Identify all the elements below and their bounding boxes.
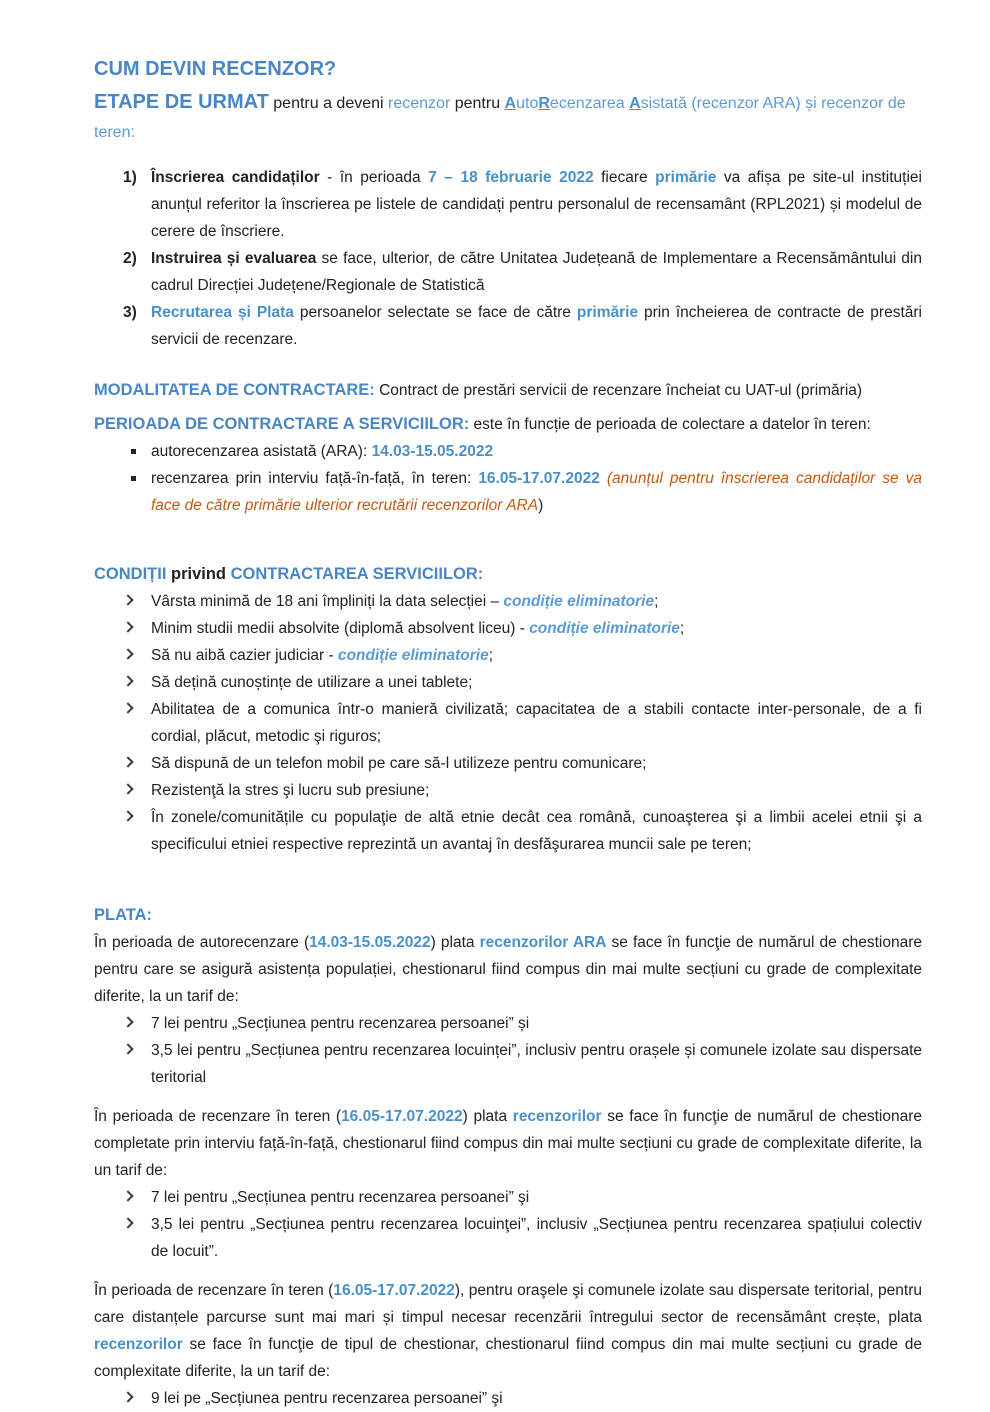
condition-item <box>94 804 922 858</box>
text-run: condiție eliminatorie <box>503 593 655 610</box>
doc-subtitle <box>94 88 922 147</box>
text-run: MODALITATEA DE CONTRACTARE: <box>94 381 375 399</box>
text-run: se face, ulterior, de către Unitatea Județeană de Implementare a Recensământului din cadrul Direcției Județene/Regionale de Statistică <box>151 250 922 294</box>
contracting-method <box>94 377 922 404</box>
text-run: pentru <box>450 95 505 112</box>
step-item <box>94 299 922 353</box>
payment-para-field <box>94 1103 922 1184</box>
text-run: ), pentru oraşele şi comunele izolate sau dispersate teritorial, pentru care distanțele parcurse sunt mai mari și timpul necesar recenzării întregului sector de recensământ crește, plata <box>94 1282 922 1326</box>
contracting-period <box>94 411 922 438</box>
step-item <box>94 245 922 299</box>
text-run: Abilitatea de a comunica într-o manieră civilizată; capacitatea de a stabili contacte inter-personale, de a fi cordial, plăcut, metodic şi riguros; <box>151 701 922 745</box>
item-text <box>151 1216 922 1260</box>
text-run: PERIOADA DE CONTRACTARE A SERVICIILOR: <box>94 415 470 433</box>
text-run: prin încheierea de contracte de prestări servicii de recenzare. <box>151 304 922 348</box>
arrow-bullet-icon <box>122 1190 133 1201</box>
tariff-list-field <box>94 1184 922 1265</box>
text-run: ) plata <box>462 1108 513 1125</box>
text-run: sistată (recenzor ARA) și recenzor de teren: <box>94 95 906 141</box>
arrow-bullet-icon <box>122 621 133 632</box>
text-run: 7 lei pentru „Secțiunea pentru recenzarea persoanei” şi <box>151 1189 530 1206</box>
text-run: CUM DEVIN RECENZOR? <box>94 58 337 80</box>
condition-item <box>94 750 922 777</box>
tariff-list-ara <box>94 1010 922 1091</box>
period-item <box>94 438 922 465</box>
arrow-bullet-icon <box>122 1016 133 1027</box>
conditions-list <box>94 588 922 858</box>
arrow-bullet-icon <box>122 594 133 605</box>
item-text <box>151 755 646 772</box>
conditions-heading <box>94 561 922 588</box>
text-run: 3,5 lei pentru „Secțiunea pentru recenzarea locuinţei”, inclusiv „Secțiunea pentru recenzarea spațiului colectiv de locuit”. <box>151 1216 922 1260</box>
text-run: se face în funcţie de numărul de chestionare completate prin interviu față-în-față, chestionarul fiind compus din mai multe secțiuni cu grade de complexitate diferite, la un tarif de: <box>94 1108 923 1179</box>
text-run: ; <box>488 647 494 664</box>
text-run: 16.05-17.07.2022 <box>478 470 600 487</box>
text-run: Să dispună de un telefon mobil pe care să-l utilizeze pentru comunicare; <box>151 755 647 772</box>
tariff-item <box>94 1184 922 1211</box>
tariff-list-remote <box>94 1385 922 1412</box>
text-run: Recrutarea și Plata <box>151 304 294 321</box>
arrow-bullet-icon <box>122 783 133 794</box>
tariff-item <box>94 1010 922 1037</box>
arrow-bullet-icon <box>122 1217 133 1228</box>
text-run: Vârsta minimă de 18 ani împliniți la data selecției – <box>151 593 504 610</box>
arrow-bullet-icon <box>122 675 133 686</box>
square-bullet-icon <box>131 476 136 481</box>
text-run: Să dețină cunoștințe de utilizare a unei tablete; <box>151 674 473 691</box>
period-list <box>94 438 922 519</box>
period-item <box>94 465 922 519</box>
condition-item <box>94 696 922 750</box>
item-text <box>151 1390 503 1407</box>
arrow-bullet-icon <box>122 702 133 713</box>
condition-item <box>94 588 922 615</box>
text-run: condiție eliminatorie <box>529 620 680 637</box>
condition-item <box>94 642 922 669</box>
text-run: recenzorilor ARA <box>479 934 607 951</box>
arrow-bullet-icon <box>122 1043 133 1054</box>
text-run: este în funcție de perioada de colectare a datelor în teren: <box>469 416 871 433</box>
text-run: ; <box>679 620 685 637</box>
doc-title <box>94 56 922 84</box>
item-text <box>151 674 472 691</box>
item-text <box>151 593 658 610</box>
step-item <box>94 164 922 245</box>
text-run: Minim studii medii absolvite (diplomă absolvent liceu) - <box>151 620 530 637</box>
text-run: fiecare <box>593 169 656 186</box>
text-run: Instruirea și evaluarea <box>151 250 317 267</box>
text-run: ; <box>654 593 659 610</box>
text-run: 16.05-17.07.2022 <box>341 1108 463 1125</box>
item-text <box>151 250 922 294</box>
text-run: privind <box>171 565 231 583</box>
text-run: 14.03-15.05.2022 <box>309 934 431 951</box>
text-run: recenzorilor <box>94 1336 183 1353</box>
text-run: 7 lei pentru „Secțiunea pentru recenzarea persoanei” și <box>151 1015 530 1032</box>
text-run: A <box>629 95 641 112</box>
text-run: A <box>504 95 517 112</box>
text-run: pentru a deveni <box>268 95 389 112</box>
condition-item <box>94 615 922 642</box>
item-text <box>151 1189 529 1206</box>
text-run: În perioada de recenzare în teren ( <box>94 1282 334 1299</box>
tariff-item <box>94 1211 922 1265</box>
text-run: PLATA: <box>94 906 153 924</box>
text-run: recenzor <box>388 95 451 112</box>
steps-list <box>94 164 922 353</box>
text-run: CONTRACTAREA SERVICIILOR: <box>230 565 484 583</box>
text-run <box>600 470 607 487</box>
text-run: autorecenzarea asistată (ARA): <box>151 443 372 460</box>
item-text <box>151 169 922 240</box>
text-run: Rezistenţă la stres şi lucru sub presiune; <box>151 782 430 799</box>
text-run: (anunțul pentru înscrierea candidaților se va face de către primărie ulterior recrutării recenzorilor ARA <box>151 470 923 514</box>
condition-item <box>94 777 922 804</box>
text-run: recenzarea prin interviu față-în-față, în teren: <box>151 470 479 487</box>
item-text <box>151 470 922 514</box>
item-number: 3) <box>123 304 137 321</box>
payment-para-ara <box>94 929 922 1010</box>
text-run: ) plata <box>430 934 480 951</box>
text-run: În perioada de recenzare în teren ( <box>94 1108 342 1125</box>
text-run: recenzorilor <box>512 1108 602 1125</box>
item-text <box>151 304 922 348</box>
text-run: ) <box>538 497 544 514</box>
text-run: 7 – 18 februarie 2022 <box>428 169 594 186</box>
text-run: 3,5 lei pentru „Secțiunea pentru recenzarea locuinței”, inclusiv pentru orașele și comunele izolate sau dispersate teritorial <box>151 1042 922 1086</box>
condition-item <box>94 669 922 696</box>
text-run: Contract de prestări servicii de recenzare încheiat cu UAT-ul (primăria) <box>374 382 863 399</box>
text-run: ETAPE DE URMAT <box>94 91 269 113</box>
text-run: În zonele/comunitățile cu populaţie de altă etnie decât cea română, cunoaşterea şi a limbii acelei etnii şi a specificului etniei respective reprezintă un avantaj în desfăşurarea muncii sale pe teren; <box>151 809 922 853</box>
arrow-bullet-icon <box>122 756 133 767</box>
tariff-item <box>94 1037 922 1091</box>
item-text <box>151 809 922 853</box>
item-number: 2) <box>123 250 137 267</box>
arrow-bullet-icon <box>122 1391 133 1402</box>
item-number: 1) <box>123 169 137 186</box>
text-run: uto <box>516 95 539 112</box>
text-run: va afișa pe site-ul instituției anunțul referitor la înscrierea pe listele de candidați pentru personalul de recensamânt (RPL2021) și modelul de cerere de înscriere. <box>151 169 922 240</box>
item-text <box>151 647 493 664</box>
payment-heading <box>94 902 922 929</box>
text-run: Înscrierea candidaților <box>151 169 320 186</box>
text-run: CONDIȚII <box>94 565 171 583</box>
arrow-bullet-icon <box>122 810 133 821</box>
text-run: R <box>538 95 550 112</box>
item-text <box>151 1042 922 1086</box>
text-run: 9 lei pe „Secțiunea pentru recenzarea persoanei” şi <box>151 1390 503 1407</box>
arrow-bullet-icon <box>122 648 133 659</box>
text-run: primărie <box>576 304 639 321</box>
payment-para-remote <box>94 1277 922 1385</box>
text-run: primărie <box>655 169 717 186</box>
item-text <box>151 443 493 460</box>
item-text <box>151 620 684 637</box>
item-text <box>151 701 922 745</box>
text-run: se face în funcţie de tipul de chestionar, chestionarul fiind compus din mai multe secțiuni cu grade de complexitate diferite, la un tarif de: <box>94 1336 922 1380</box>
text-run: - în perioada <box>319 169 429 186</box>
text-run: ecenzarea <box>549 95 630 112</box>
tariff-item <box>94 1385 922 1412</box>
item-text <box>151 1015 529 1032</box>
text-run: 14.03-15.05.2022 <box>371 443 494 460</box>
text-run: se face în funcţie de numărul de chestionare pentru care se asigură asistența populației, chestionarul fiind compus din mai multe secțiuni cu grade de complexitate diferite, la un tarif de: <box>94 934 922 1005</box>
text-run: condiție eliminatorie <box>337 647 489 664</box>
square-bullet-icon <box>131 449 136 454</box>
item-text <box>151 782 429 799</box>
text-run: persoanelor selectate se face de către <box>293 304 577 321</box>
text-run: 16.05-17.07.2022 <box>333 1282 455 1299</box>
text-run: Să nu aibă cazier judiciar - <box>151 647 338 664</box>
text-run: În perioada de autorecenzare ( <box>94 934 310 951</box>
